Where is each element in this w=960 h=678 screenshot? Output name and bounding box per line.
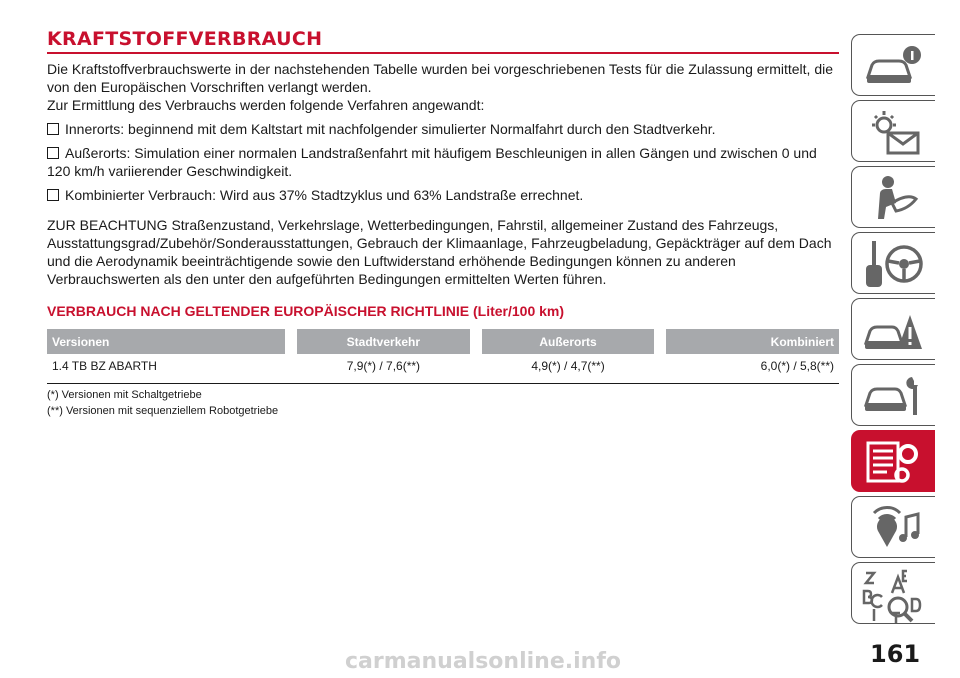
technical-data-icon: [862, 437, 928, 487]
bullet-text: Außerorts: Simulation einer normalen Landstraßenfahrt mit häufigem Beschleunigen in allen Gängen und zwischen 0 und 120 km/h variierender Geschwindigkeit.: [47, 145, 817, 179]
table-cell: 1.4 TB BZ ABARTH: [47, 354, 285, 384]
intro-paragraph: Zur Ermittlung des Verbrauchs werden folgende Verfahren angewandt:: [47, 97, 485, 113]
bullet-item: [47, 144, 839, 180]
key-steering-icon: [862, 239, 928, 289]
bullet-item: [47, 120, 839, 138]
checkbox-bullet-icon: [47, 123, 59, 135]
tab-start-drive[interactable]: [851, 232, 935, 294]
tab-car-info[interactable]: [851, 34, 935, 96]
footnote: (*) Versionen mit Schaltgetriebe: [47, 389, 202, 401]
bullet-item: [47, 186, 839, 204]
tab-index[interactable]: [851, 562, 935, 624]
tab-maintenance[interactable]: [851, 364, 935, 426]
bullet-text: Kombinierter Verbrauch: Wird aus 37% Stadtzyklus und 63% Landstraße errechnet.: [65, 187, 584, 203]
table-title: VERBRAUCH NACH GELTENDER EUROPÄISCHER RICHTLINIE (Liter/100 km): [47, 303, 565, 319]
tab-warning-lights[interactable]: [851, 100, 935, 162]
tab-emergency[interactable]: [851, 298, 935, 360]
warning-lights-icon: [862, 107, 928, 157]
emergency-icon: [862, 305, 928, 355]
index-icon: [862, 569, 928, 623]
seat-safety-icon: [862, 173, 928, 223]
table-cell: 6,0(*) / 5,8(**): [666, 354, 839, 384]
tab-safety[interactable]: [851, 166, 935, 228]
checkbox-bullet-icon: [47, 147, 59, 159]
note-paragraph: ZUR BEACHTUNG Straßenzustand, Verkehrslage, Wetterbedingungen, Fahrstil, allgemeiner Zustand des Fahrzeugs, Ausstattungsgrad/Zubehör/Sonderausstattungen, Gebrauch der Klimaanlage, Fahrzeugbeladung, Gepäckträger auf dem Dach und die Aerodynamik beeinträchtigende sowie den Luftwiderstand erhöhende Bedingungen können zu anderen Verbrauchswerten als den unter den aufgeführten Bedingungen ermittelten Werten führen.: [47, 217, 832, 287]
tab-technical-data[interactable]: [851, 430, 935, 492]
maintenance-icon: [862, 371, 928, 421]
content: [47, 28, 839, 419]
table-cell: 4,9(*) / 4,7(**): [482, 354, 655, 384]
watermark: carmanualsonline.info: [345, 649, 621, 674]
consumption-table: [47, 329, 839, 384]
page-title: KRAFTSTOFFVERBRAUCH: [47, 28, 839, 54]
column-header: Außerorts: [482, 329, 655, 354]
column-header: Versionen: [47, 329, 285, 354]
checkbox-bullet-icon: [47, 189, 59, 201]
multimedia-icon: [862, 503, 928, 553]
bullet-text: Innerorts: beginnend mit dem Kaltstart mit nachfolgender simulierter Normalfahrt durch den Stadtverkehr.: [65, 121, 716, 137]
table-cell: 7,9(*) / 7,6(**): [297, 354, 470, 384]
tab-multimedia[interactable]: [851, 496, 935, 558]
page-number: 161: [870, 640, 921, 668]
footnote: (**) Versionen mit sequenziellem Robotgetriebe: [47, 405, 279, 417]
column-header: Kombiniert: [666, 329, 839, 354]
column-header: Stadtverkehr: [297, 329, 470, 354]
intro-paragraph: Die Kraftstoffverbrauchswerte in der nachstehenden Tabelle wurden bei vorgeschriebenen Tests für die Zulassung ermittelt, die von den Europäischen Vorschriften verlangt werden.: [47, 61, 834, 95]
car-info-icon: [862, 41, 928, 91]
table-row: [47, 354, 839, 384]
